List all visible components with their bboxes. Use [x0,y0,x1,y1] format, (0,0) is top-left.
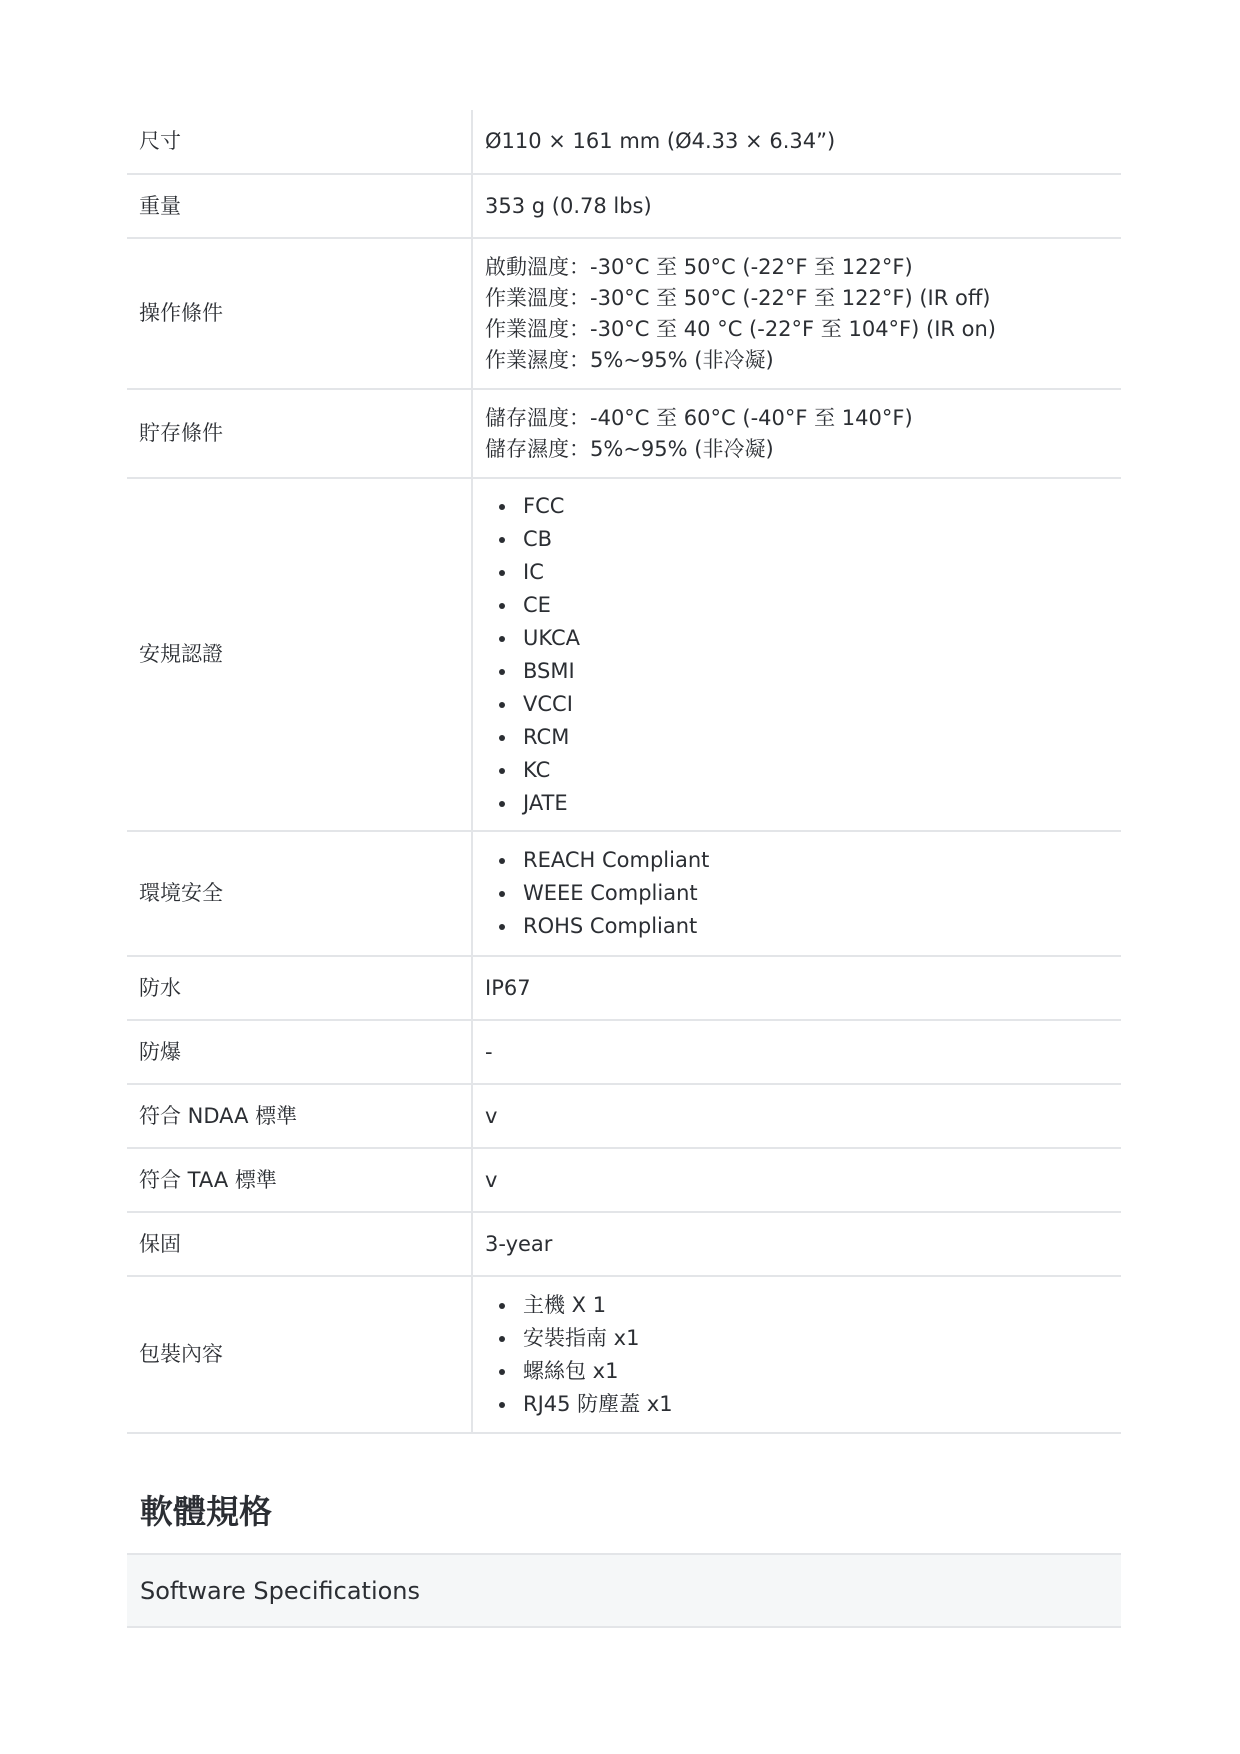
spec-value-line: IP67 [485,975,531,1000]
spec-row [127,174,1121,238]
spec-value-line: 啟動溫度：-30°C 至 50°C (-22°F 至 122°F) [485,254,913,279]
spec-label: 保固 [127,1212,472,1276]
spec-list-item: ROHS Compliant [485,910,1109,943]
software-spec-header-row [127,1553,1121,1628]
spec-label: 安規認證 [127,478,472,831]
spec-value [472,956,1121,1020]
spec-list-item: RCM [485,721,1109,754]
spec-label: 操作條件 [127,238,472,389]
spec-value-line: v [485,1103,498,1128]
spec-list-item: KC [485,754,1109,787]
spec-label: 包裝內容 [127,1276,472,1433]
spec-list-item: VCCI [485,688,1109,721]
spec-value-list [485,844,1109,943]
spec-value [472,1020,1121,1084]
hardware-spec-table [127,110,1121,1434]
spec-value-list [485,490,1109,820]
spec-row [127,389,1121,478]
spec-list-item: CE [485,589,1109,622]
spec-label: 防水 [127,956,472,1020]
spec-row [127,1020,1121,1084]
spec-list-item: FCC [485,490,1109,523]
spec-list-item: 主機 X 1 [485,1289,1109,1322]
software-spec-title: 軟體規格 [140,1492,272,1531]
spec-label: 貯存條件 [127,389,472,478]
spec-value-list [485,1289,1109,1421]
spec-value [472,1084,1121,1148]
spec-value [472,174,1121,238]
spec-row [127,831,1121,956]
spec-value-line: Ø110 × 161 mm (Ø4.33 × 6.34”) [485,129,836,153]
spec-list-item: JATE [485,787,1109,820]
spec-label: 符合 TAA 標準 [127,1148,472,1212]
spec-value-line: 353 g (0.78 lbs) [485,193,652,218]
spec-row [127,1212,1121,1276]
spec-row [127,1276,1121,1433]
spec-row [127,238,1121,389]
spec-list-item: REACH Compliant [485,844,1109,877]
spec-value-line: 作業溫度：-30°C 至 40 °C (-22°F 至 104°F) (IR on) [485,316,997,341]
spec-row [127,1148,1121,1212]
spec-value-line: 儲存溫度：-40°C 至 60°C (-40°F 至 140°F) [485,405,913,430]
spec-row [127,478,1121,831]
spec-list-item: BSMI [485,655,1109,688]
spec-value [472,1148,1121,1212]
spec-row [127,956,1121,1020]
spec-list-item: 安裝指南 x1 [485,1322,1109,1355]
spec-value [472,110,1121,174]
spec-label: 重量 [127,174,472,238]
spec-list-item: 螺絲包 x1 [485,1355,1109,1388]
spec-value-line: 作業溫度：-30°C 至 50°C (-22°F 至 122°F) (IR off) [485,285,991,310]
spec-list-item: WEEE Compliant [485,877,1109,910]
spec-list-item: IC [485,556,1109,589]
spec-list-item: RJ45 防塵蓋 x1 [485,1388,1109,1421]
spec-value [472,1276,1121,1433]
spec-row [127,1084,1121,1148]
spec-label: 防爆 [127,1020,472,1084]
spec-list-item: UKCA [485,622,1109,655]
spec-value [472,1212,1121,1276]
spec-value-line: 儲存濕度：5%~95% (非冷凝) [485,436,774,461]
spec-row [127,110,1121,174]
software-spec-header-label: Software Specifications [140,1577,421,1605]
spec-label: 符合 NDAA 標準 [127,1084,472,1148]
spec-label: 尺寸 [127,110,472,174]
spec-value [472,238,1121,389]
spec-value-line: 作業濕度：5%~95% (非冷凝) [485,347,774,372]
spec-label: 環境安全 [127,831,472,956]
hardware-spec-section [127,110,1121,1434]
spec-value [472,478,1121,831]
spec-value-line: v [485,1167,498,1192]
spec-value-line: - [485,1039,493,1064]
spec-value [472,389,1121,478]
spec-list-item: CB [485,523,1109,556]
spec-value [472,831,1121,956]
spec-value-line: 3-year [485,1231,553,1256]
